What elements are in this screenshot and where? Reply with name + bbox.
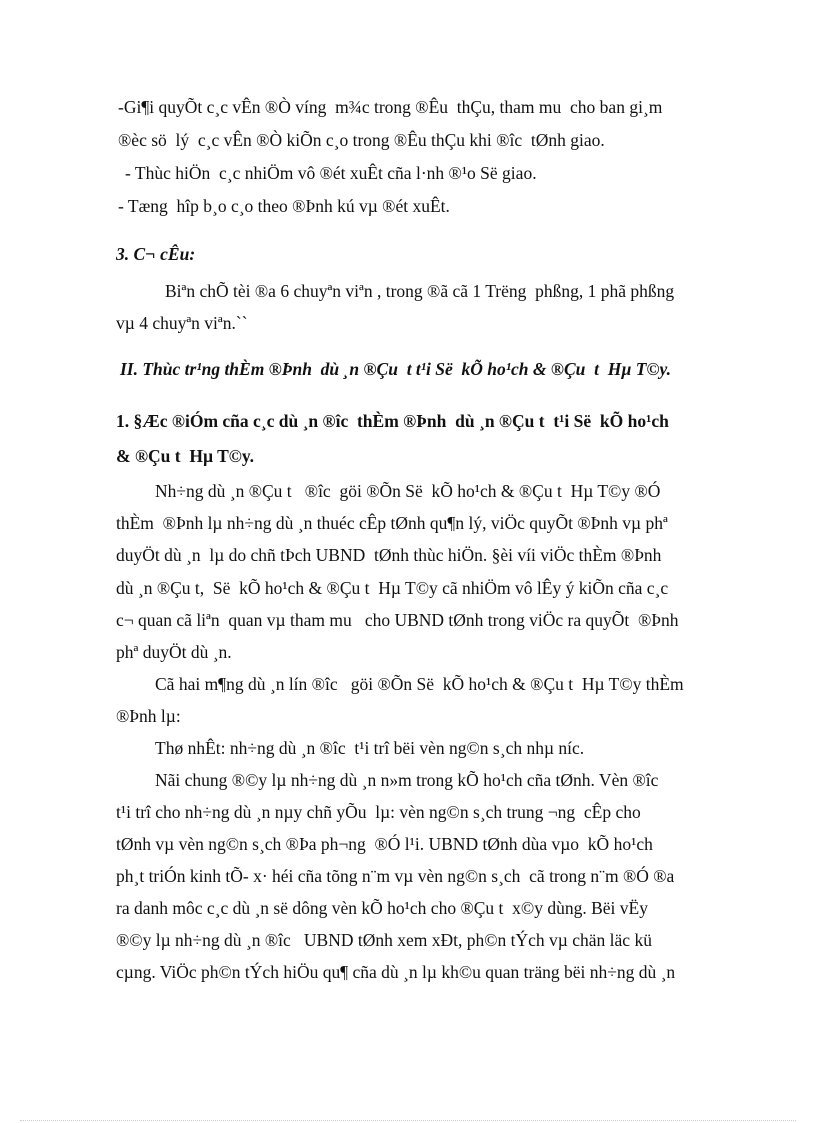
text-line: Cã hai m¶ng dù ¸n lín ®îc göi ®Õn Së kÕ ho¹ch & ®Çu t Hµ T©y thÈm [155, 674, 684, 694]
text-line: Biªn chÕ tèi ®a 6 chuyªn viªn , trong ®ã cã 1 Trëng phßng, 1 phã phßng [165, 281, 675, 301]
text-line: t¹i trî cho nh÷ng dù ¸n nµy chñ yÕu lµ: vèn ng©n s¸ch trung ¬ng cÊp cho [116, 802, 641, 822]
text-line: thÈm ®Þnh lµ nh÷ng dù ¸n thuéc cÊp tØnh qu¶n lý, viÖc quyÕt ®Þnh vµ phª [116, 513, 668, 533]
text-line: cµng. ViÖc ph©n tÝch hiÖu qu¶ cña dù ¸n lµ kh©u quan träng bëi nh÷ng dù ¸n [116, 962, 676, 982]
subsection-heading-cont: & ®Çu t Hµ T©y. [116, 446, 255, 466]
section-heading: 3. C¬ cÊu: [116, 244, 196, 264]
subsection-heading: 1. §Æc ®iÓm cña c¸c dù ¸n ®îc thÈm ®Þnh dù ¸n ®Çu t t¹i Së kÕ ho¹ch [116, 411, 669, 431]
chapter-heading: II. Thùc tr¹ng thÈm ®Þnh dù ¸n ®Çu t t¹i Së kÕ ho¹ch & ®Çu t Hµ T©y. [120, 359, 672, 379]
text-line: Nãi chung ®©y lµ nh÷ng dù ¸n n»m trong kÕ ho¹ch cña tØnh. Vèn ®îc [155, 770, 659, 790]
text-line: ®Þnh lµ: [116, 706, 181, 726]
text-line: phª duyÖt dù ¸n. [116, 642, 232, 662]
page-bottom-rule [20, 1120, 796, 1121]
text-line: Nh÷ng dù ¸n ®Çu t ®îc göi ®Õn Së kÕ ho¹ch & ®Çu t Hµ T©y ®Ó [155, 481, 661, 501]
text-line: ph¸t triÓn kinh tÕ- x· héi cña tõng n¨m vµ vèn ng©n s¸ch cã trong n¨m ®Ó ®a [116, 866, 675, 886]
text-line: - Thùc hiÖn c¸c nhiÖm vô ®ét xuÊt cña l·nh ®¹o Së giao. [125, 163, 537, 183]
text-line: ®èc sö lý c¸c vÊn ®Ò kiÕn c¸o trong ®Êu thÇu khi ®îc tØnh giao. [118, 130, 605, 150]
text-line: duyÖt dù ¸n lµ do chñ tÞch UBND tØnh thùc hiÖn. §èi víi viÖc thÈm ®Þnh [116, 545, 662, 565]
text-line: - Tæng hîp b¸o c¸o theo ®Þnh kú vµ ®ét xuÊt. [118, 196, 450, 216]
text-line: ra danh môc c¸c dù ¸n së dông vèn kÕ ho¹ch cho ®Çu t x©y dùng. Bëi vËy [116, 898, 648, 918]
text-line: dù ¸n ®Çu t, Së kÕ ho¹ch & ®Çu t Hµ T©y cã nhiÖm vô lÊy ý kiÕn cña c¸c [116, 578, 669, 598]
text-line: vµ 4 chuyªn viªn.`` [116, 313, 248, 333]
text-line: Thø nhÊt: nh÷ng dù ¸n ®îc t¹i trî bëi vèn ng©n s¸ch nhµ níc. [155, 738, 585, 758]
text-line: tØnh vµ vèn ng©n s¸ch ®Þa ph¬ng ®Ó l¹i. UBND tØnh dùa vµo kÕ ho¹ch [116, 834, 653, 854]
text-line: -Gi¶i quyÕt c¸c vÊn ®Ò víng m¾c trong ®Êu thÇu, tham mu cho ban gi¸m [118, 97, 663, 117]
text-line: ®©y lµ nh÷ng dù ¸n ®îc UBND tØnh xem xÐt, ph©n tÝch vµ chän läc kü [116, 930, 652, 950]
text-line: c¬ quan cã liªn quan vµ tham mu cho UBND tØnh trong viÖc ra quyÕt ®Þnh [116, 610, 679, 630]
